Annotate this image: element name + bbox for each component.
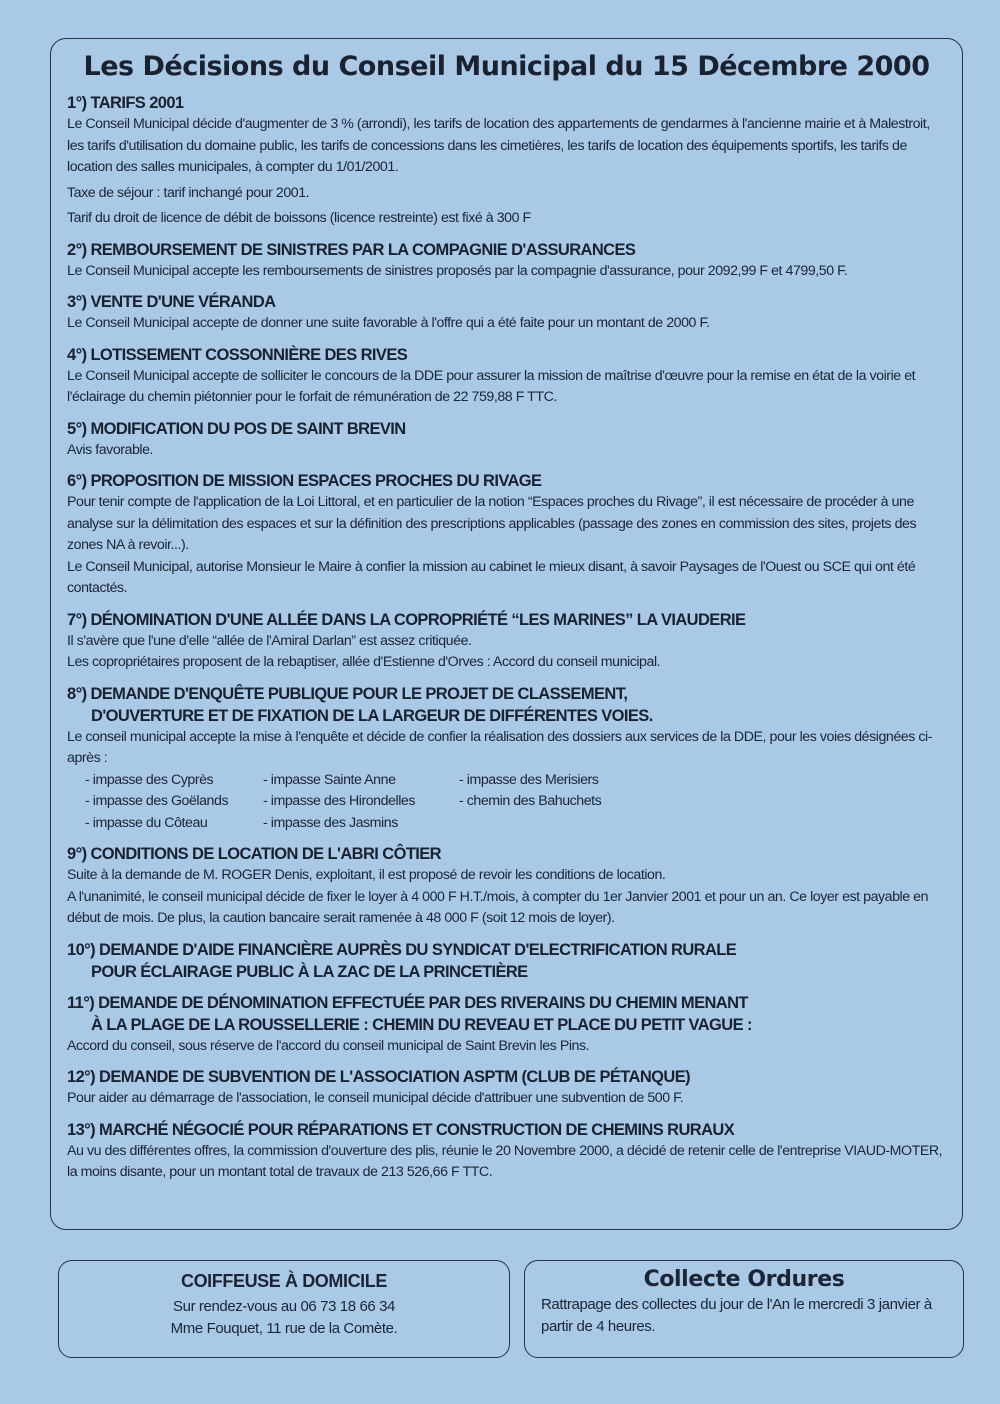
decision-section <box>67 609 946 674</box>
collecte-notice <box>524 1260 964 1358</box>
section-title <box>67 939 946 983</box>
section-title-line: 11°) DEMANDE DE DÉNOMINATION EFFECTUÉE PAR DES RIVERAINS DU CHEMIN MENANT <box>67 993 748 1012</box>
decision-list <box>67 92 946 1184</box>
decision-section <box>67 992 946 1058</box>
decision-section <box>67 291 946 335</box>
section-title-line: 7°) DÉNOMINATION D'UNE ALLÉE DANS LA COPROPRIÉTÉ “LES MARINES” LA VIAUDERIE <box>67 610 746 629</box>
coiffeuse-phone: Sur rendez-vous au 06 73 18 66 34 <box>173 1298 395 1315</box>
section-title <box>67 683 946 727</box>
decision-section <box>67 1066 946 1110</box>
section-paragraph: Le Conseil Municipal, autorise Monsieur le Maire à confier la mission au cabinet le mieux disant, à savoir Paysages de l'Ouest ou SCE qui ont été contactés. <box>67 558 916 596</box>
section-paragraph: A l'unanimité, le conseil municipal décide de fixer le loyer à 4 000 F H.T./mois, à compter du 1er Janvier 2001 et pour un an. Ce loyer est payable en début de mois. De plus, la caution bancaire serait ramenée à 48 000 F (soit 12 mois de loyer). <box>67 888 929 926</box>
coiffeuse-address: Mme Fouquet, 11 rue de la Comète. <box>170 1320 398 1337</box>
section-title-line: 4°) LOTISSEMENT COSSONNIÈRE DES RIVES <box>67 345 408 364</box>
coiffeuse-ad <box>58 1260 510 1358</box>
street-item: - impasse des Cyprès <box>85 771 214 788</box>
section-title-line: 12°) DEMANDE DE SUBVENTION DE L'ASSOCIATION ASPTM (CLUB DE PÉTANQUE) <box>67 1068 691 1086</box>
section-title-line: 5°) MODIFICATION DU POS DE SAINT BREVIN <box>67 419 406 438</box>
section-title-line: D'OUVERTURE ET DE FIXATION DE LA LARGEUR DE DIFFÉRENTES VOIES. <box>91 706 653 725</box>
section-title-line: À LA PLAGE DE LA ROUSSELLERIE : CHEMIN DU REVEAU ET PLACE DU PETIT VAGUE : <box>91 1015 752 1034</box>
section-title-line: POUR ÉCLAIRAGE PUBLIC À LA ZAC DE LA PRINCETIÈRE <box>91 962 528 981</box>
section-title <box>67 609 946 631</box>
coiffeuse-title: COIFFEUSE À DOMICILE <box>180 1271 387 1291</box>
street-item: - impasse des Hirondelles <box>263 793 415 809</box>
street-list <box>67 770 946 835</box>
section-paragraph: Taxe de séjour : tarif inchangé pour 2001. <box>67 184 310 201</box>
section-paragraph: Suite à la demande de M. ROGER Denis, exploitant, il est proposé de revoir les conditions de location. <box>67 867 666 883</box>
decision-section <box>67 239 946 283</box>
decision-section <box>67 470 946 600</box>
section-title <box>67 418 946 440</box>
decision-section <box>67 939 946 983</box>
decision-section <box>67 843 946 930</box>
section-title <box>67 1119 946 1141</box>
section-title <box>67 1066 946 1088</box>
street-column <box>459 770 601 835</box>
street-item: - impasse des Jasmins <box>263 814 398 831</box>
section-paragraph: Pour aider au démarrage de l'association, le conseil municipal décide d'attribuer une subvention de 500 F. <box>67 1090 684 1106</box>
decision-section <box>67 344 946 409</box>
collecte-text: Rattrapage des collectes du jour de l'An le mercredi 3 janvier à partir de 4 heures. <box>541 1296 932 1335</box>
section-title <box>67 239 946 261</box>
street-column <box>263 770 459 835</box>
section-paragraph: Le Conseil Municipal accepte de donner une suite favorable à l'offre qui a été faite pour un montant de 2000 F. <box>67 315 710 331</box>
page-title: Les Décisions du Conseil Municipal du 15 Décembre 2000 <box>83 51 930 82</box>
section-paragraph: Avis favorable. <box>67 441 154 458</box>
section-title-line: 10°) DEMANDE D'AIDE FINANCIÈRE AUPRÈS DU SYNDICAT D'ELECTRIFICATION RURALE <box>67 940 737 959</box>
decision-section <box>67 683 946 835</box>
decision-section <box>67 418 946 462</box>
section-paragraph: Le Conseil Municipal décide d'augmenter de 3 % (arrondi), les tarifs de location des appartements de gendarmes à l'ancienne mairie et à Malestroit, les tarifs d'utilisation du domaine public, les tarifs de concessions dans les cimetières, les tarifs de location des équipements sportifs, les tarifs de location des salles municipales, à compter du 1/01/2001. <box>67 116 930 175</box>
section-title <box>67 992 946 1036</box>
section-paragraph: Pour tenir compte de l'application de la Loi Littoral, et en particulier de la notion “Espaces proches du Rivage”, il est nécessaire de procéder à une analyse sur la délimitation des espaces et sur la définition des prescriptions applicables (passage des zones en commission des sites, projets des zones NA à revoir...). <box>67 494 917 553</box>
section-title <box>67 843 946 865</box>
section-title <box>67 344 946 366</box>
street-item: - impasse Sainte Anne <box>263 771 396 788</box>
street-item: - impasse des Goëlands <box>85 793 229 809</box>
street-item: - impasse des Merisiers <box>459 771 599 788</box>
section-title-line: 6°) PROPOSITION DE MISSION ESPACES PROCHES DU RIVAGE <box>67 472 542 490</box>
street-item: - chemin des Bahuchets <box>459 793 602 809</box>
section-title-line: 13°) MARCHÉ NÉGOCIÉ POUR RÉPARATIONS ET CONSTRUCTION DE CHEMINS RURAUX <box>67 1120 735 1139</box>
collecte-title: Collecte Ordures <box>643 1267 845 1292</box>
section-title-line: 8°) DEMANDE D'ENQUÊTE PUBLIQUE POUR LE PROJET DE CLASSEMENT, <box>67 684 628 703</box>
street-item: - impasse du Côteau <box>85 814 208 831</box>
section-paragraph: Il s'avère que l'une d'elle “allée de l'Amiral Darlan” est assez critiquée. <box>67 632 472 649</box>
section-paragraph: Au vu des différentes offres, la commission d'ouverture des plis, réunie le 20 Novembre 2000, a décidé de retenir celle de l'entreprise VIAUD-MOTER, la moins disante, pour un montant total de travaux de 213 526,66 F TTC. <box>67 1142 943 1180</box>
decision-section <box>67 92 946 230</box>
section-title <box>67 291 946 313</box>
street-column <box>85 770 263 835</box>
section-title-line: 3°) VENTE D'UNE VÉRANDA <box>67 293 276 311</box>
section-title-line: 2°) REMBOURSEMENT DE SINISTRES PAR LA COMPAGNIE D'ASSURANCES <box>67 240 636 259</box>
section-paragraph: Accord du conseil, sous réserve de l'accord du conseil municipal de Saint Brevin les Pins. <box>67 1037 590 1054</box>
section-title-line: 9°) CONDITIONS DE LOCATION DE L'ABRI CÔTIER <box>67 845 442 863</box>
section-paragraph: Les copropriétaires proposent de la rebaptiser, allée d'Estienne d'Orves : Accord du conseil municipal. <box>67 654 661 670</box>
section-paragraph: Le Conseil Municipal accepte de solliciter le concours de la DDE pour assurer la mission de maîtrise d'œuvre pour la remise en état de la voirie et l'éclairage du chemin piétonnier pour le forfait de rémunération de 22 759,88 F TTC. <box>67 367 916 405</box>
section-paragraph: Le Conseil Municipal accepte les remboursements de sinistres proposés par la compagnie d'assurance, pour 2092,99 F et 4799,50 F. <box>67 262 848 279</box>
section-title <box>67 92 946 114</box>
section-paragraph: Le conseil municipal accepte la mise à l'enquête et décide de confier la réalisation des dossiers aux services de la DDE, pour les voies désignées ci-après : <box>67 728 932 766</box>
council-decisions-box <box>50 38 963 1230</box>
section-paragraph: Tarif du droit de licence de débit de boissons (licence restreinte) est fixé à 300 F <box>67 210 531 226</box>
section-title <box>67 470 946 492</box>
decision-section <box>67 1119 946 1184</box>
section-title-line: 1°) TARIFS 2001 <box>67 94 184 112</box>
